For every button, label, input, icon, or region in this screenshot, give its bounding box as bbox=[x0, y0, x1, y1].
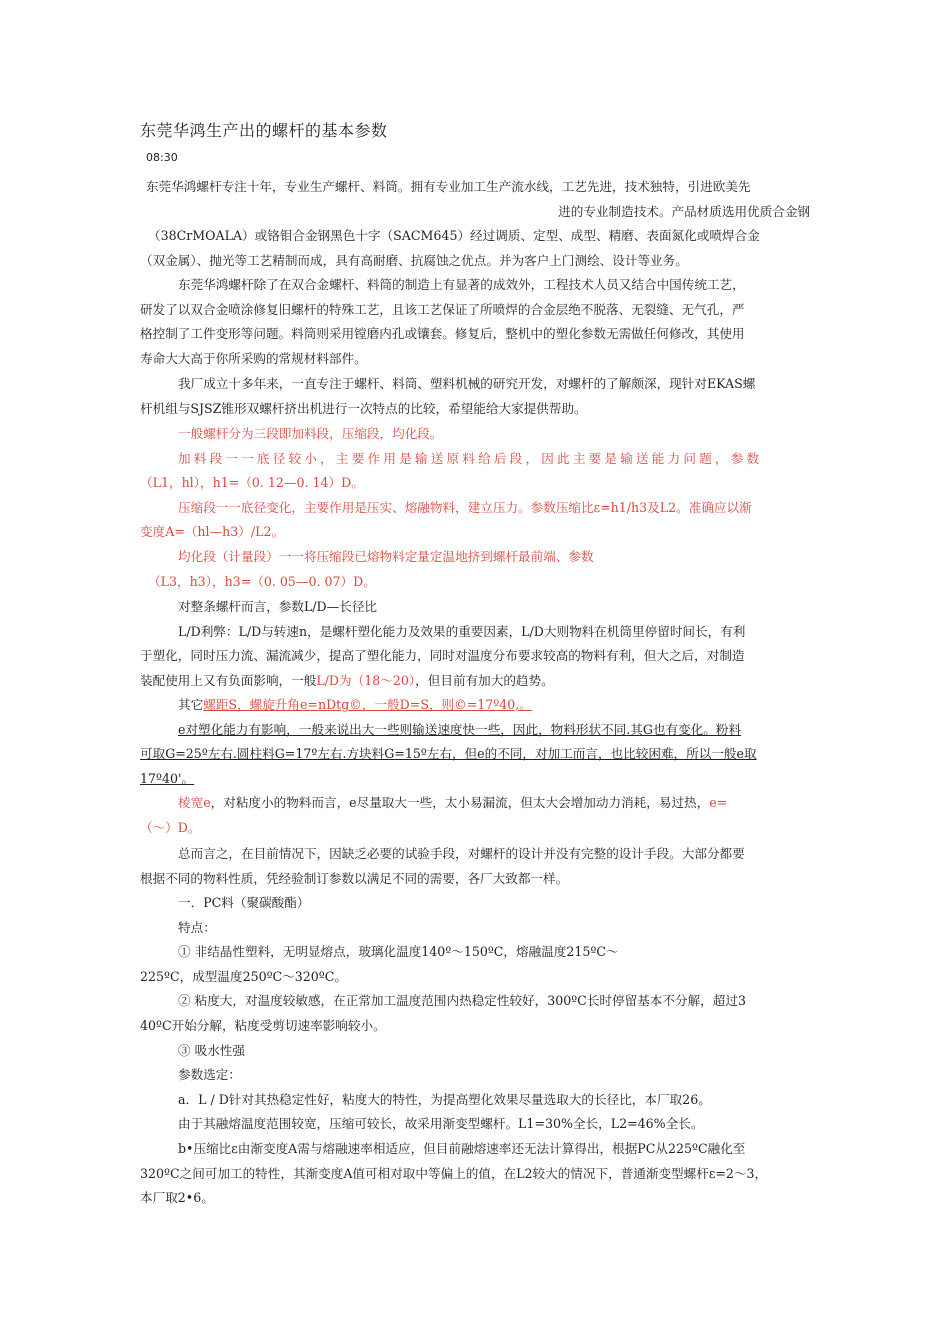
text-line: 均化段（计量段）一一将压缩段已熔物料定量定温地挤到螺杆最前端、参数 bbox=[178, 548, 594, 564]
text-line: 17º40'。 bbox=[140, 770, 195, 786]
text-line: 东莞华鸿螺杆专注十年，专业生产螺杆、料筒。拥有专业加工生产流水线，工艺先进，技术独特，引进欧美先 bbox=[146, 179, 751, 194]
text-line: 我厂成立十多年来，一直专注于螺杆、料筒、塑料机械的研究开发，对螺杆的了解颇深，现针对EKAS螺 bbox=[178, 376, 756, 391]
paragraph-sections bbox=[140, 422, 810, 594]
text-line: （L3，h3），h3=（0. 05—0. 07）D。 bbox=[148, 573, 376, 589]
paragraph-factory bbox=[140, 372, 810, 421]
text-line: 总而言之，在目前情况下，因缺乏必要的试验手段，对螺杆的设计并没有完整的设计手段。大部分都要 bbox=[178, 846, 745, 861]
text-line bbox=[140, 669, 810, 694]
text-line: 特点： bbox=[178, 919, 216, 935]
text-line: ② 粘度大，对温度较敏感，在正常加工温度范围内热稳定性较好，300ºC长时停留基本不分解，超过3 bbox=[178, 993, 746, 1009]
paragraph-repair bbox=[140, 273, 810, 371]
paragraph-pitch bbox=[140, 693, 810, 791]
text-line: 根据不同的物料性质，凭经验制订参数以满足不同的需要，各厂大致都一样。 bbox=[140, 870, 569, 886]
text-line: 225ºC，成型温度250ºC〜320ºC。 bbox=[140, 968, 347, 984]
text-line: 一般螺杆分为三段即加料段，压缩段，均化段。 bbox=[178, 426, 443, 441]
text-line: 进的专业制造技术。产品材质选用优质合金钢 bbox=[558, 203, 810, 219]
text-line: b•压缩比ε由渐变度A需与熔融速率相适应，但目前融熔速率还无法计算得出，根据PC从225ºC融化至 bbox=[178, 1140, 746, 1156]
section-heading: 一．PC料（聚碳酸酯） bbox=[178, 895, 310, 910]
text-line: 压缩段一一底径变化，主要作用是压实、熔融物料，建立压力。参数压缩比ε=h1/h3及L2。准确应以渐 bbox=[178, 499, 752, 515]
text-line: ① 非结晶性塑料，无明显熔点，玻璃化温度140º〜150ºC，熔融温度215ºC〜 bbox=[178, 944, 619, 960]
text-line: a．L / D针对其热稳定性好，粘度大的特性，为提高塑化效果尽量选取大的长径比，本厂取26。 bbox=[178, 1091, 711, 1107]
text-line: （L1，hl），h1=（0. 12—0. 14）D。 bbox=[140, 475, 364, 491]
text-line bbox=[140, 791, 810, 816]
paragraph-ld bbox=[140, 595, 810, 693]
text-line: 对整条螺杆而言，参数L/D—长径比 bbox=[178, 599, 378, 614]
text-line: 寿命大大高于你所采购的常规材料部件。 bbox=[140, 350, 367, 366]
section-pc bbox=[140, 891, 810, 1211]
text-line: 320ºC之间可加工的特性，其渐变度A值可相对取中等偏上的值，在L2较大的情况下，普通渐变型螺杆ε=2〜3， bbox=[140, 1165, 768, 1181]
text-segment: 装配使用上又有负面影响，一般 bbox=[140, 672, 317, 688]
text-line: 加料段一一底径较小，主要作用是输送原料给后段，因此主要是输送能力问题，参数 bbox=[178, 450, 763, 466]
paragraph-flight-width bbox=[140, 791, 810, 840]
text-segment: 其它 bbox=[178, 697, 204, 712]
flight-width-formula: e= bbox=[709, 795, 728, 810]
text-line: 于塑化，同时压力流、漏流减少，提高了塑化能力，同时对温度分布要求较高的物料有利，但大之后，对制造 bbox=[140, 648, 745, 664]
ld-ratio-highlight: L/D为（18〜20） bbox=[316, 672, 416, 688]
text-line: 格控制了工件变形等问题。料筒则采用镗磨内孔或镶套。修复后，整机中的塑化参数无需做任何修改，其使用 bbox=[140, 326, 745, 342]
text-line: 变度A=（hl—h3）/L2。 bbox=[140, 524, 285, 540]
paragraph-intro bbox=[140, 175, 810, 273]
pitch-highlight: 螺距S，螺旋升角e=nDtg©，一般D=S，则©=17º40,。 bbox=[203, 697, 532, 712]
text-line: 参数选定： bbox=[178, 1067, 241, 1083]
text-line: 东莞华鸿螺杆除了在双合金螺杆、料筒的制造上有显著的成效外，工程技术人员又结合中国传统工艺， bbox=[178, 277, 745, 292]
text-line: e对塑化能力有影响，一般来说出大一些则输送速度快一些，因此，物料形状不同.其G也有变化。粉料 bbox=[178, 721, 742, 737]
flight-width-highlight: 棱宽e bbox=[178, 795, 211, 810]
document-title: 东莞华鸿生产出的螺杆的基本参数 bbox=[140, 121, 388, 140]
text-line: （双金属）、抛光等工艺精制而成，具有高耐磨、抗腐蚀之优点。并为客户上门测绘、设计等业务。 bbox=[140, 252, 688, 268]
text-line: 可取G=25º左右.圆柱料G=17º左右.方块料G=15º左右，但e的不同，对加工而言，也比较困难，所以一般e取 bbox=[140, 746, 757, 762]
text-line: 40ºC开始分解，粘度受剪切速率影响较小。 bbox=[140, 1017, 386, 1033]
text-line: 本厂取2•6。 bbox=[140, 1190, 214, 1206]
text-line: 由于其融熔温度范围较宽，压缩可较长，故采用渐变型螺杆。L1=30%全长，L2=46%全长。 bbox=[178, 1116, 704, 1132]
paragraph-summary bbox=[140, 842, 810, 891]
text-line bbox=[140, 693, 810, 718]
text-line: L/D利弊：L/D与转速n，是螺杆塑化能力及效果的重要因素，L/D大则物料在机筒里停留时间长，有利 bbox=[178, 623, 746, 639]
text-line: （38CrMOALA）或铬钼合金钢黑色十字（SACM645）经过调质、定型、成型、精磨、表面氮化或喷焊合金 bbox=[148, 228, 760, 244]
text-segment: ，对粘度小的物料而言，e尽量取大一些，太小易漏流，但太大会增加动力消耗，易过热， bbox=[210, 795, 710, 810]
text-line: 杆机组与SJSZ锥形双螺杆挤出机进行一次特点的比较，希望能给大家提供帮助。 bbox=[140, 400, 587, 416]
publish-time: 08:30 bbox=[146, 151, 178, 164]
text-segment: ，但目前有加大的趋势。 bbox=[415, 672, 554, 688]
text-line: （〜）D。 bbox=[140, 819, 201, 835]
text-line: 研发了以双合金喷涂修复旧螺杆的特殊工艺，且该工艺保证了所喷焊的合金层绝不脱落、无裂缝、无气孔，严 bbox=[140, 301, 745, 317]
text-line: ③ 吸水性强 bbox=[178, 1042, 245, 1058]
